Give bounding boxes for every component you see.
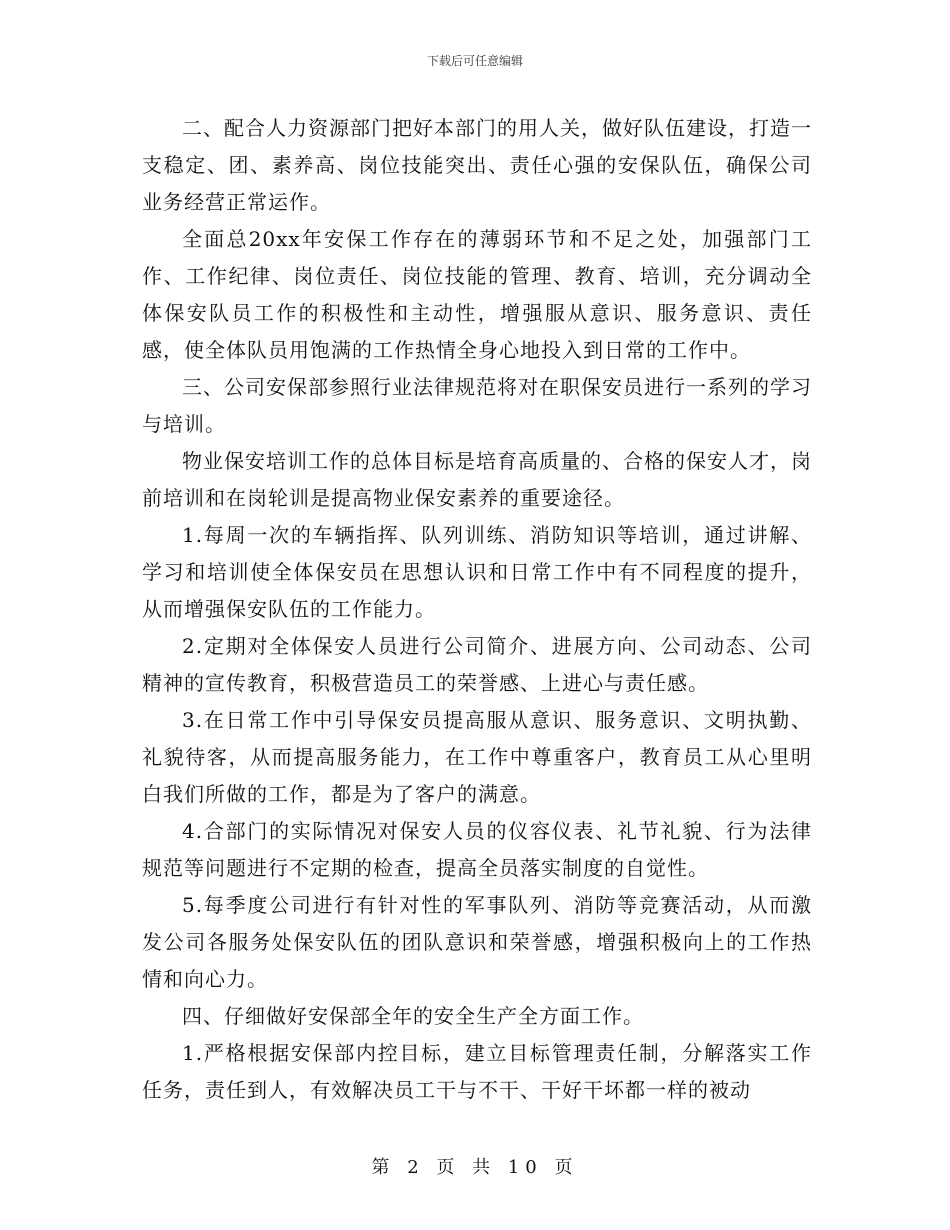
paragraph: 5.每季度公司进行有针对性的军事队列、消防等竞赛活动，从而激发公司各服务处保安队伍的团队意识和荣誉感，增强积极向上的工作热情和向心力。	[142, 893, 812, 991]
paragraph: 二、配合人力资源部门把好本部门的用人关，做好队伍建设，打造一支稳定、团、素养高、岗位技能突出、责任心强的安保队伍，确保公司业务经营正常运作。	[142, 116, 812, 214]
paragraph: 物业保安培训工作的总体目标是培育高质量的、合格的保安人才，岗前培训和在岗轮训是提高物业保安素养的重要途径。	[142, 449, 812, 510]
page-header: 下载后可任意编辑	[426, 54, 523, 68]
paragraph: 4.合部门的实际情况对保安人员的仪容仪表、礼节礼貌、行为法律规范等问题进行不定期的检查，提高全员落实制度的自觉性。	[142, 819, 812, 880]
paragraph: 3.在日常工作中引导保安员提高服从意识、服务意识、文明执勤、礼貌待客，从而提高服务能力，在工作中尊重客户，教育员工从心里明白我们所做的工作，都是为了客户的满意。	[142, 708, 812, 806]
paragraph: 1.严格根据安保部内控目标，建立目标管理责任制，分解落实工作任务，责任到人，有效解决员工干与不干、干好干坏都一样的被动	[142, 1041, 812, 1102]
page-number-footer: 第 2 页 共 10 页	[371, 1157, 579, 1178]
paragraph: 全面总20xx年安保工作存在的薄弱环节和不足之处，加强部门工作、工作纪律、岗位责任、岗位技能的管理、教育、培训，充分调动全体保安队员工作的积极性和主动性，增强服从意识、服务意识、责任感，使全体队员用饱满的工作热情全身心地投入到日常的工作中。	[142, 227, 812, 362]
document-body	[142, 110, 812, 1109]
paragraph: 1.每周一次的车辆指挥、队列训练、消防知识等培训，通过讲解、学习和培训使全体保安员在思想认识和日常工作中有不同程度的提升，从而增强保安队伍的工作能力。	[142, 523, 812, 621]
paragraph: 三、公司安保部参照行业法律规范将对在职保安员进行一系列的学习与培训。	[142, 375, 812, 436]
paragraph: 四、仔细做好安保部全年的安全生产全方面工作。	[182, 1004, 644, 1028]
paragraph: 2.定期对全体保安人员进行公司简介、进展方向、公司动态、公司精神的宣传教育，积极营造员工的荣誉感、上进心与责任感。	[142, 634, 812, 695]
